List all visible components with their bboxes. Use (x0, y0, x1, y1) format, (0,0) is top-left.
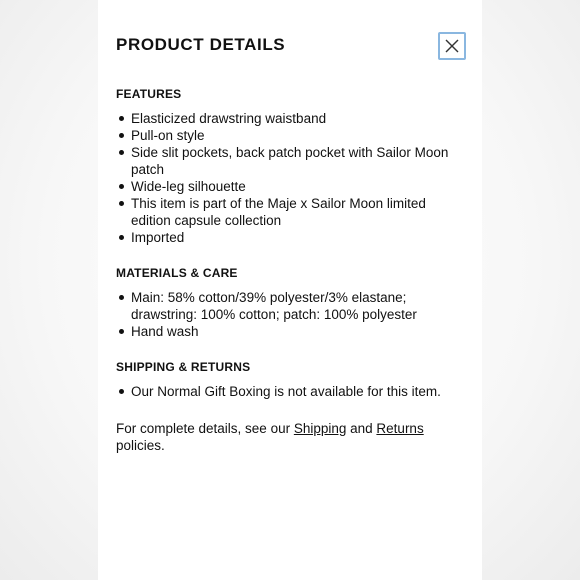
product-details-modal (98, 0, 482, 580)
policy-details-text (116, 420, 466, 454)
shipping-section (116, 360, 466, 400)
features-section (116, 87, 466, 246)
materials-section (116, 266, 466, 340)
list-item: Elasticized drawstring waistband (131, 110, 466, 127)
list-item: Our Normal Gift Boxing is not available for this item. (131, 383, 466, 400)
materials-list (116, 289, 466, 340)
modal-content (116, 87, 466, 454)
features-heading: FEATURES (116, 87, 182, 101)
footer-suffix: policies. (116, 438, 165, 453)
list-item: Wide-leg silhouette (131, 178, 466, 195)
list-item: Hand wash (131, 323, 466, 340)
list-item: This item is part of the Maje x Sailor Moon limited edition capsule collection (131, 195, 466, 229)
list-item: Pull-on style (131, 127, 466, 144)
shipping-link[interactable]: Shipping (293, 421, 347, 436)
footer-middle: and (346, 421, 377, 436)
close-button[interactable] (438, 32, 466, 60)
list-item: Main: 58% cotton/39% polyester/3% elastane; drawstring: 100% cotton; patch: 100% polyester (131, 289, 466, 323)
features-list (116, 110, 466, 246)
materials-heading: MATERIALS & CARE (116, 266, 238, 280)
footer-prefix: For complete details, see our (116, 421, 294, 436)
close-icon (440, 34, 464, 58)
shipping-list (116, 383, 466, 400)
modal-title: PRODUCT DETAILS (116, 35, 286, 54)
list-item: Imported (131, 229, 466, 246)
list-item: Side slit pockets, back patch pocket with Sailor Moon patch (131, 144, 466, 178)
returns-link[interactable]: Returns (376, 421, 424, 436)
shipping-heading: SHIPPING & RETURNS (116, 360, 251, 374)
